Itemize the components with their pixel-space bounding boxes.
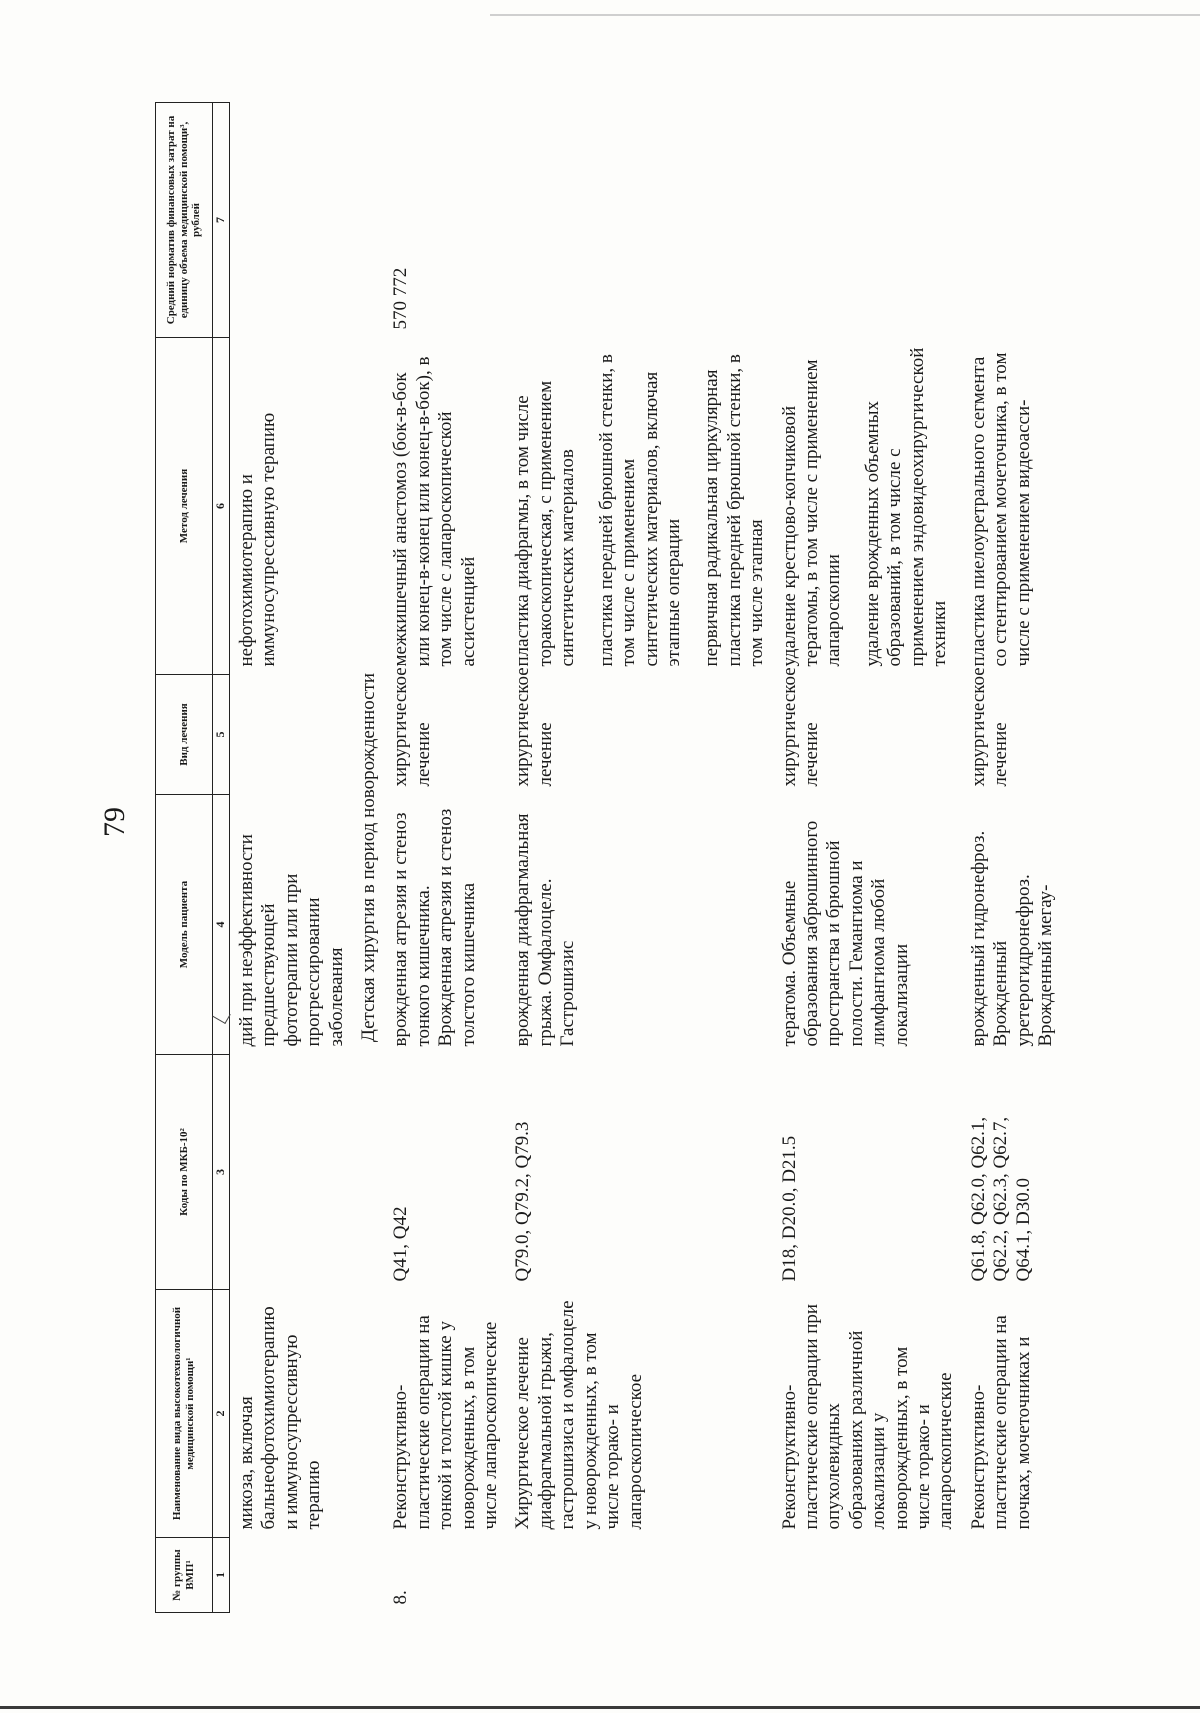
treatment-method-cell xyxy=(773,338,962,675)
section-row xyxy=(352,103,384,1613)
continuation-row xyxy=(230,103,353,1613)
icd-codes-cell: Q61.8, Q62.0, Q62.1, Q62.2, Q62.3, Q62.7, Q64.1, D30.0 xyxy=(967,1116,1034,1282)
page-number: 79 xyxy=(98,807,131,837)
column-number: 3 xyxy=(213,1055,230,1290)
continuation-name: микоза, включая бальнеофотохимиотерапию и иммуносупрессивную терапию xyxy=(236,1306,325,1530)
group-no-cell: 8. xyxy=(390,1590,412,1605)
table-row xyxy=(773,103,962,1613)
header-avg-cost: Средний норматив финансовых затрат на единицу объема медицинской помощи³, рублей xyxy=(156,103,213,338)
column-number: 1 xyxy=(213,1538,230,1613)
patient-model-cell: врожденная атрезия и стеноз тонкого кишечника. Врожденная атрезия и стеноз толстого кишечника xyxy=(390,808,479,1047)
name-cell: Реконструктивно-пластические операции при опухолевидных образованиях различной локализации у новорожденных, в том числе торако- и лапароскопические xyxy=(778,1303,957,1530)
patient-model-cell: врожденная диафрагмальная грыжа. Омфалоцеле. Гастрошизис xyxy=(512,813,579,1047)
column-number: 4 xyxy=(213,795,230,1055)
method-item: межкишечный анастомоз (бок-в-бок или конец-в-конец или конец-в-бок), в том числе с лапароскопической ассистенцией xyxy=(390,356,479,667)
method-item: пластика передней брюшной стенки, в том числе с применением синтетических материалов, включая этапные операции xyxy=(595,354,684,667)
group-no-cell xyxy=(506,1538,772,1613)
column-number-row xyxy=(213,103,230,1613)
name-cell: Реконструктивно-пластические операции на почках, мочеточниках и xyxy=(967,1315,1034,1530)
header-treatment-type: Вид лечения xyxy=(156,675,213,795)
treatment-type-cell: хирургическое лечение xyxy=(778,667,822,787)
column-number: 2 xyxy=(213,1290,230,1538)
method-item: первичная радикальная циркулярная пластика передней брюшной стенки, в том числе этапная xyxy=(701,354,768,667)
header-row xyxy=(156,103,213,1613)
group-no-cell xyxy=(773,1538,962,1613)
icd-codes-cell: D18, D20.0, D21.5 xyxy=(778,1135,800,1282)
header-group-no: № группы ВМП¹ xyxy=(156,1538,213,1613)
group-no-cell xyxy=(962,1538,1062,1613)
method-item: пластика пиелоуретрального сегмента со стентированием мочеточника, в том числе с применением видеоасси- xyxy=(967,352,1034,667)
header-name: Наименование вида высокотехнологичной медицинской помощи¹ xyxy=(156,1290,213,1538)
icd-codes-cell: Q41, Q42 xyxy=(390,1206,412,1282)
scan-edge-line xyxy=(490,14,1200,16)
avg-cost-cell: 570 772 xyxy=(390,267,412,330)
header-icd-codes: Коды по МКБ-10² xyxy=(156,1055,213,1290)
vmp-table xyxy=(155,102,1061,1613)
treatment-type-cell: хирургическое лечение xyxy=(390,667,434,787)
continuation-method: нефотохимиотерапию и иммуносупрессивную терапию xyxy=(236,412,280,667)
table-row xyxy=(506,103,772,1613)
scan-bottom-edge xyxy=(0,1706,1200,1709)
column-number: 5 xyxy=(213,675,230,795)
rotated-table-wrapper xyxy=(155,103,1075,1613)
treatment-method-cell xyxy=(962,338,1062,675)
treatment-type-cell: хирургическое лечение xyxy=(512,667,556,787)
continuation-patient-model: дий при неэффективности предшествующей фототерапии или при прогрессировании заболевания xyxy=(236,834,347,1047)
avg-cost-cell xyxy=(506,103,772,338)
header-treatment-method: Метод лечения xyxy=(156,338,213,675)
column-number: 6 xyxy=(213,338,230,675)
name-cell: Реконструктивно-пластические операции на тонкой и толстой кишке у новорожденных, в том числе лапароскопические xyxy=(390,1315,502,1530)
treatment-type-cell: хирургическое лечение xyxy=(967,667,1012,787)
method-item: удаление врожденных объемных образований, в том числе с применением эндовидеохирургической техники xyxy=(861,347,950,667)
patient-model-cell: тератома. Объемные образования забрюшинного пространства и брюшной полости. Гемангиома и лимфангиома любой локализации xyxy=(778,820,912,1047)
table-row xyxy=(384,103,506,1613)
section-title: Детская хирургия в период новорожденности xyxy=(358,672,380,1043)
avg-cost-cell xyxy=(773,103,962,338)
table-row xyxy=(962,103,1062,1613)
column-number: 7 xyxy=(213,103,230,338)
header-patient-model: Модель пациента xyxy=(156,795,213,1055)
patient-model-cell: врожденный гидронефроз. Врожденный уретерогидронефроз. Врожденный мегау- xyxy=(967,830,1056,1047)
treatment-method-cell xyxy=(506,338,772,675)
icd-codes-cell: Q79.0, Q79.2, Q79.3 xyxy=(512,1121,534,1282)
treatment-method-cell xyxy=(384,338,506,675)
name-cell: Хирургическое лечение диафрагмальной грыжи, гастрошизиса и омфалоцеле у новорожденных, в том числе торако- и лапароскопическое xyxy=(512,1300,646,1530)
method-item: пластика диафрагмы, в том числе торакоскопическая, с применением синтетических материалов xyxy=(512,380,579,667)
avg-cost-cell xyxy=(962,103,1062,338)
method-item: удаление крестцово-копчиковой тератомы, в том числе с применением лапароскопии xyxy=(778,359,845,667)
